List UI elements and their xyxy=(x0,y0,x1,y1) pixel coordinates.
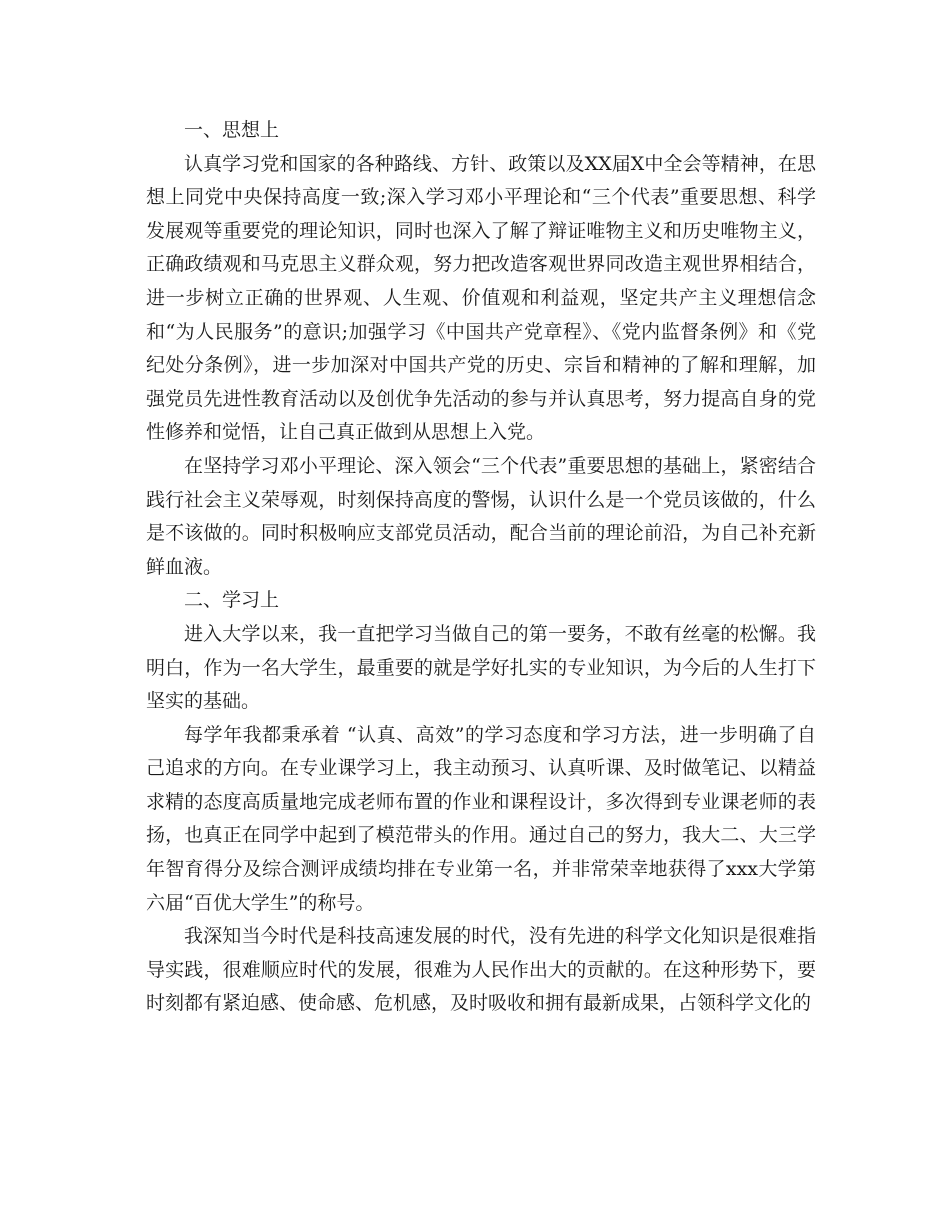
document-body xyxy=(146,114,816,1021)
section-heading-study: 二、学习上 xyxy=(184,589,280,612)
paragraph-study-era: 我深知当今时代是科技高速发展的时代，没有先进的科学文化知识是很难指导实践，很难顺应时代的发展，很难为人民作出大的贡献的。在这种形势下，要时刻都有紧迫感、使命感、危机感，及时吸收和拥有最新成果，占领科学文化的 xyxy=(146,925,816,1015)
paragraph-study-attitude: 每学年我都秉承着 “认真、高效”的学习态度和学习方法，进一步明确了自己追求的方向。在专业课学习上，我主动预习、认真听课、及时做笔记、以精益求精的态度高质量地完成老师布置的作业和课程设计，多次得到专业课老师的表扬，也真正在同学中起到了模范带头的作用。通过自己的努力，我大二、大三学年智育得分及综合测评成绩均排在专业第一名，并非常荣幸地获得了xxx大学第六届“百优大学生”的称号。 xyxy=(146,723,816,914)
paragraph-study-priority: 进入大学以来，我一直把学习当做自己的第一要务，不敢有丝毫的松懈。我明白，作为一名大学生，最重要的就是学好扎实的专业知识，为今后的人生打下坚实的基础。 xyxy=(146,622,816,713)
section-heading-thought: 一、思想上 xyxy=(184,119,280,141)
paragraph-thought-study: 认真学习党和国家的各种路线、方针、政策以及XX届X中全会等精神，在思想上同党中央保持高度一致;深入学习邓小平理论和“三个代表”重要思想、科学发展观等重要党的理论知识，同时也深入了解了辩证唯物主义和历史唯物主义，正确政绩观和马克思主义群众观，努力把改造客观世界同改造主观世界相结合，进一步树立正确的世界观、人生观、价值观和利益观，坚定共产主义理想信念和“为人民服务”的意识;加强学习《中国共产党章程》、《党内监督条例》和《党纪处分条例》，进一步加深对中国共产党的历史、宗旨和精神的了解和理解，加强党员先进性教育活动以及创优争先活动的参与并认真思考，努力提高自身的党性修养和觉悟，让自己真正做到从思想上入党。 xyxy=(146,152,816,444)
paragraph-thought-practice: 在坚持学习邓小平理论、深入领会“三个代表”重要思想的基础上，紧密结合践行社会主义荣辱观，时刻保持高度的警惕，认识什么是一个党员该做的，什么是不该做的。同时积极响应支部党员活动，配合当前的理论前沿，为自己补充新鲜血液。 xyxy=(146,454,816,578)
